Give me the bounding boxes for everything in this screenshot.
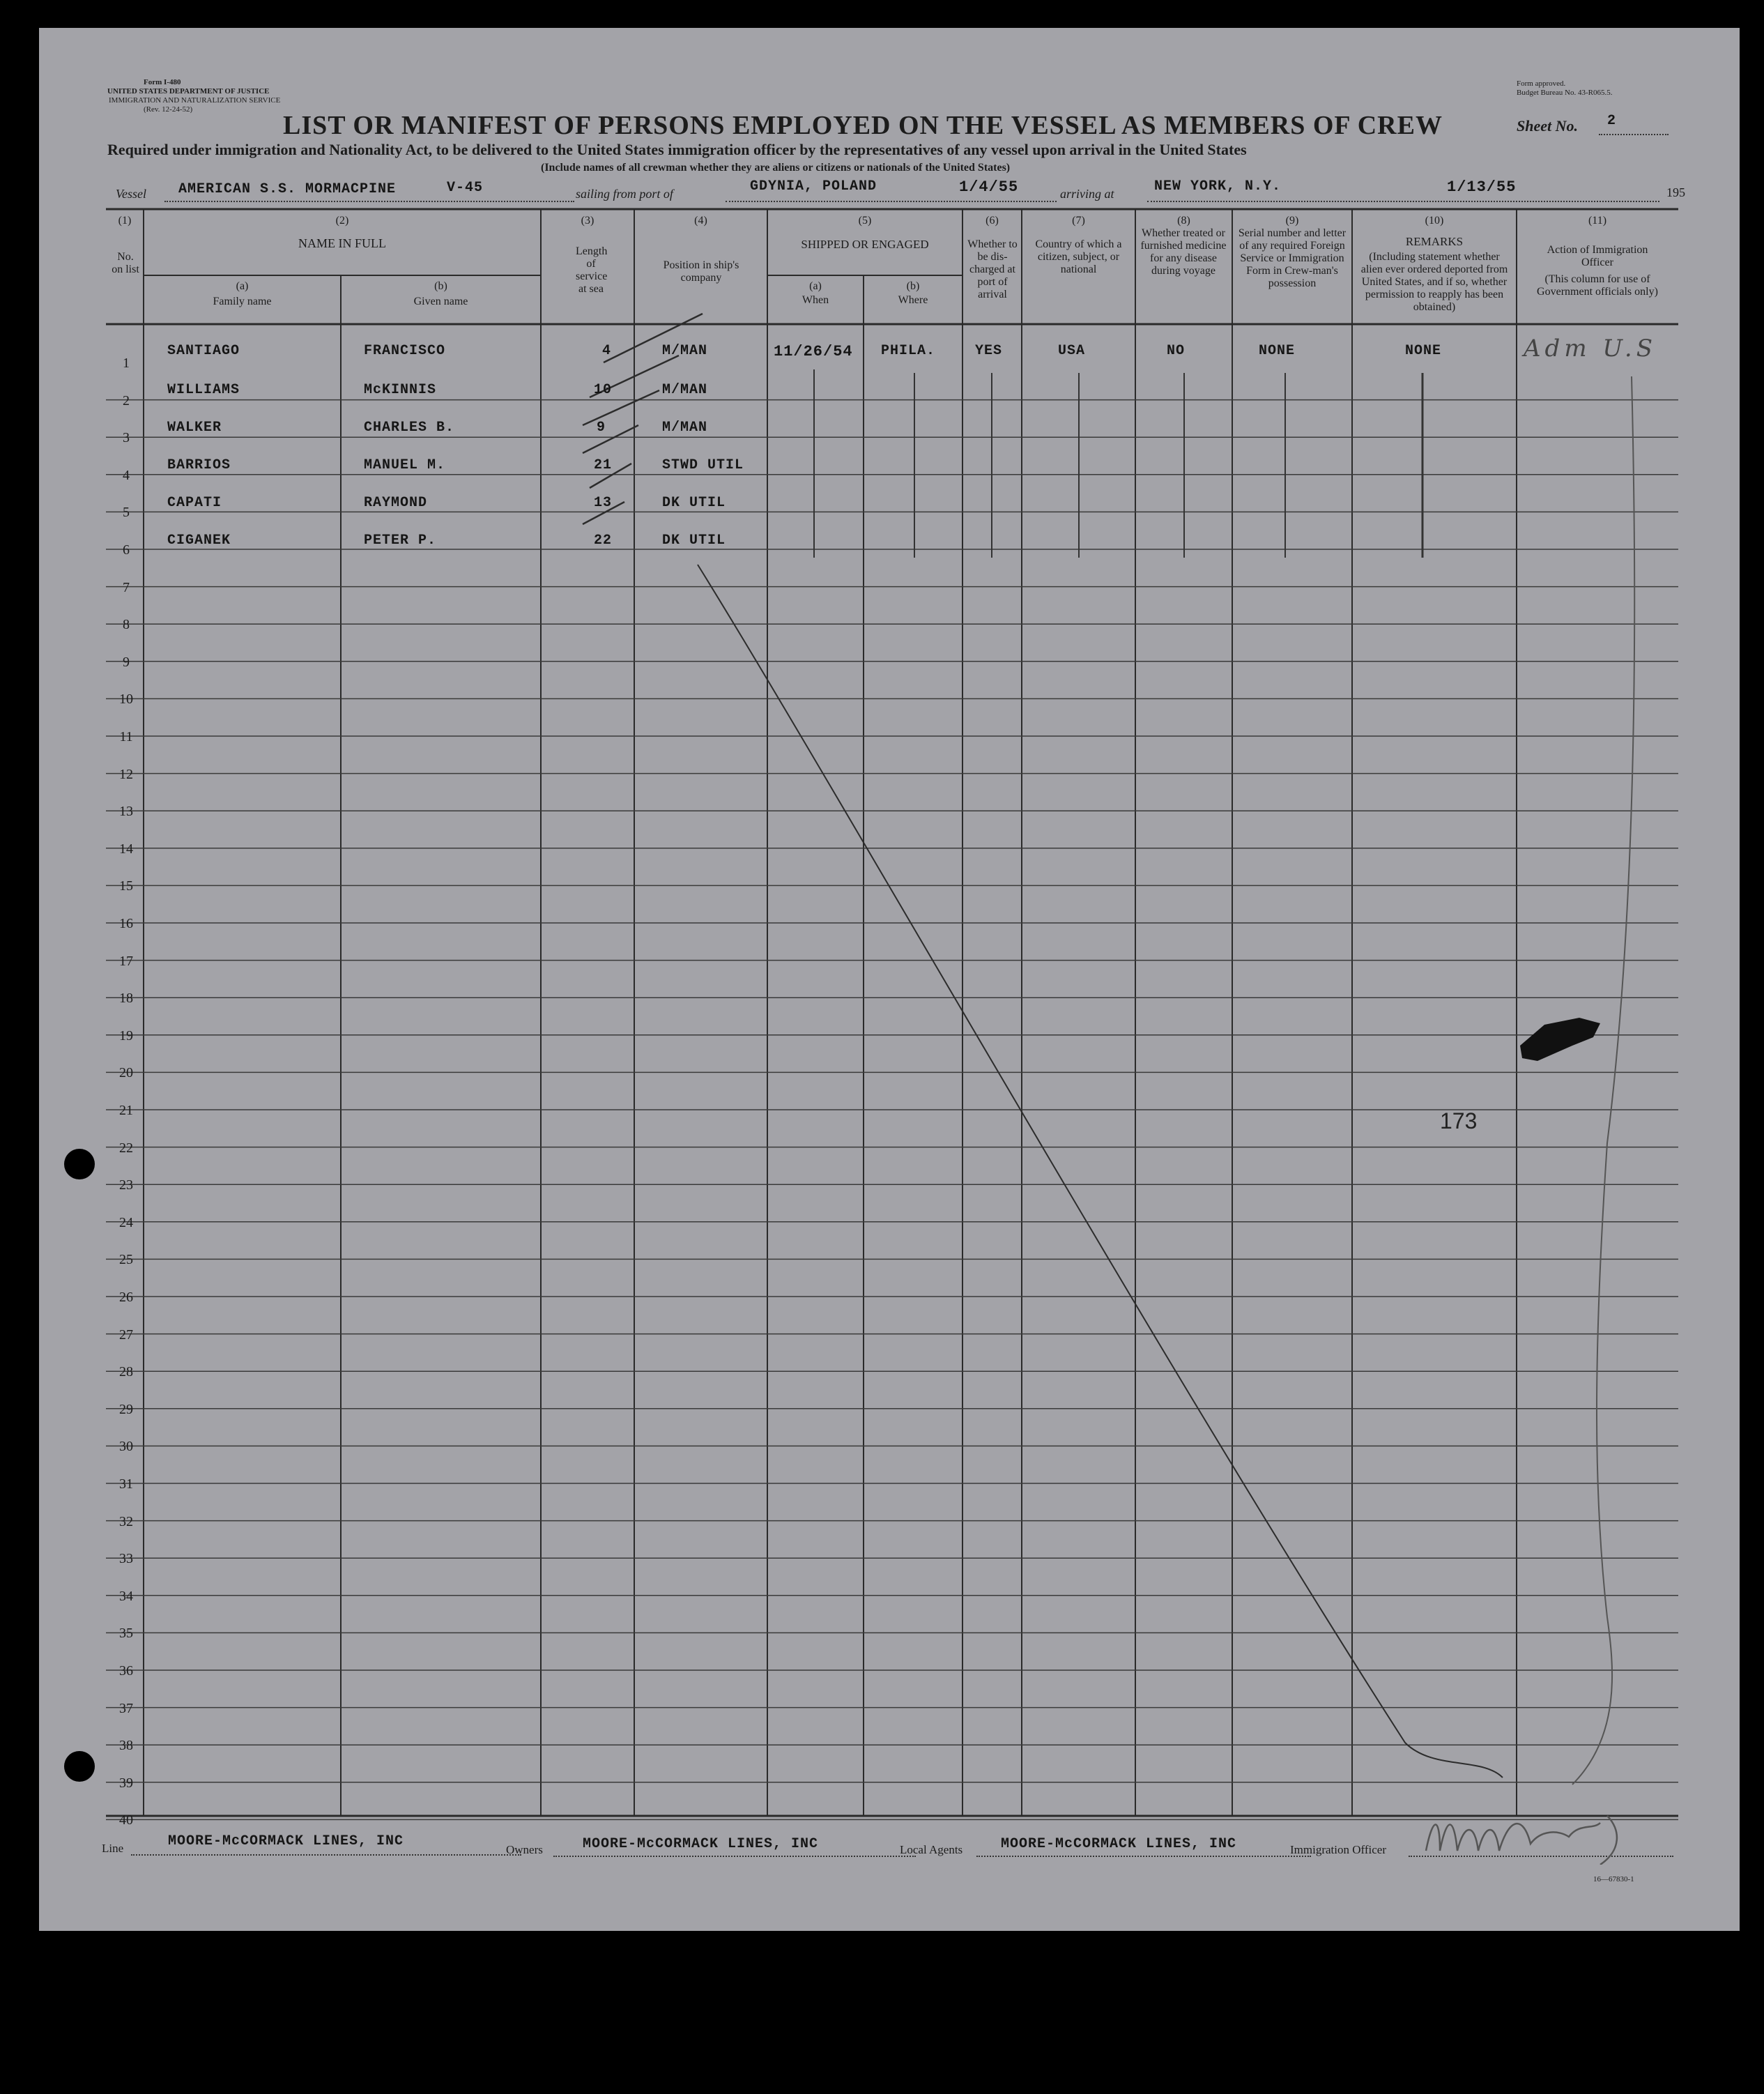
row-number: 22 xyxy=(119,1140,133,1156)
row-number: 28 xyxy=(119,1364,133,1380)
document-title: LIST OR MANIFEST OF PERSONS EMPLOYED ON THE VESSEL AS MEMBERS OF CREW xyxy=(283,111,1443,140)
row1-discharge: YES xyxy=(975,343,1003,359)
row-number: 10 xyxy=(119,691,133,708)
col6-label: Whether to be dis-charged at port of arrival xyxy=(967,238,1018,300)
col7-label: Country of which a citizen, subject, or national xyxy=(1035,238,1122,275)
col2a-label: Family name xyxy=(213,296,272,307)
row5-service: 13 xyxy=(594,495,613,511)
row-number: 15 xyxy=(119,878,133,894)
service-name: IMMIGRATION AND NATURALIZATION SERVICE xyxy=(109,96,281,105)
row5-family: CAPATI xyxy=(167,495,222,511)
row5-given: RAYMOND xyxy=(364,495,428,511)
row2-service: 10 xyxy=(594,382,613,398)
row-number: 37 xyxy=(119,1700,133,1716)
row2-family: WILLIAMS xyxy=(167,382,240,398)
document-subtitle: Required under immigration and Nationality Act, to be delivered to the United States immigration officer by the representatives of any vessel upon arrival in the United States xyxy=(107,141,1247,158)
col7-number: (7) xyxy=(1072,215,1085,227)
col4-label: Position in ship's company xyxy=(663,259,739,284)
row-number: 39 xyxy=(119,1775,133,1791)
owners-fill-line xyxy=(553,1856,916,1857)
budget-bureau: Budget Bureau No. 43-R065.5. xyxy=(1517,89,1613,97)
row1-given: FRANCISCO xyxy=(364,343,446,359)
row1-where: PHILA. xyxy=(881,343,936,359)
line-label: Line xyxy=(102,1842,124,1855)
col11-note: (This column for use of Government officials only) xyxy=(1537,273,1658,298)
vessel-label: Vessel xyxy=(116,187,146,201)
col10-number: (10) xyxy=(1425,215,1444,227)
row-number: 4 xyxy=(123,467,130,483)
row-number: 36 xyxy=(119,1663,133,1679)
row-number: 2 xyxy=(123,392,130,408)
arriving-label: arriving at xyxy=(1060,187,1114,201)
row4-given: MANUEL M. xyxy=(364,457,446,473)
row1-position: M/MAN xyxy=(662,343,708,359)
row3-position: M/MAN xyxy=(662,420,708,436)
col4-number: (4) xyxy=(694,215,707,227)
form-approved: Form approved. xyxy=(1517,79,1566,88)
line-fill-line xyxy=(131,1854,521,1856)
row-number: 34 xyxy=(119,1588,133,1604)
owners-value: MOORE-McCORMACK LINES, INC xyxy=(583,1836,819,1852)
row-number: 33 xyxy=(119,1551,133,1567)
row1-country: USA xyxy=(1058,343,1086,359)
row5-position: DK UTIL xyxy=(662,495,726,511)
col5a-label: When xyxy=(802,294,829,306)
punch-hole-upper xyxy=(64,1149,95,1179)
row1-family: SANTIAGO xyxy=(167,343,240,359)
row-number: 29 xyxy=(119,1401,133,1417)
col8-number: (8) xyxy=(1177,215,1190,227)
row-number: 6 xyxy=(123,542,130,558)
row-number: 9 xyxy=(123,654,130,670)
row-number: 11 xyxy=(119,729,133,744)
print-code: 16—67830-1 xyxy=(1593,1875,1634,1883)
col11-number: (11) xyxy=(1588,215,1607,227)
row4-position: STWD UTIL xyxy=(662,457,744,473)
agents-fill-line xyxy=(976,1856,1311,1857)
col5-number: (5) xyxy=(858,215,872,227)
row6-service: 22 xyxy=(594,533,613,549)
row6-family: CIGANEK xyxy=(167,533,231,549)
col1-number: (1) xyxy=(118,215,132,227)
officer-label: Immigration Officer xyxy=(1290,1843,1387,1856)
row-number: 26 xyxy=(119,1290,133,1305)
row2-given: McKINNIS xyxy=(364,382,437,398)
row-number: 8 xyxy=(123,617,130,633)
row-number: 38 xyxy=(119,1738,133,1754)
col2-label: NAME IN FULL xyxy=(298,236,386,250)
row1-service: 4 xyxy=(602,343,612,359)
row1-when: 11/26/54 xyxy=(774,343,853,360)
col3-number: (3) xyxy=(581,215,595,227)
col9-label: Serial number and letter of any required Foreign Service or Immigration Form in Crew-man's possession xyxy=(1238,227,1347,289)
sailing-label: sailing from port of xyxy=(576,187,673,201)
arrival-port: NEW YORK, N.Y. xyxy=(1154,178,1282,194)
row4-family: BARRIOS xyxy=(167,457,231,473)
departure-port: GDYNIA, POLAND xyxy=(750,178,877,194)
row-number: 32 xyxy=(119,1513,133,1529)
row-number: 13 xyxy=(119,804,133,820)
col2-number: (2) xyxy=(335,215,349,227)
col1-label: No. on list xyxy=(112,251,139,275)
row-number: 3 xyxy=(123,430,130,446)
row-number: 18 xyxy=(119,991,133,1007)
ink-blot xyxy=(1520,1018,1600,1061)
col5-label: SHIPPED OR ENGAGED xyxy=(801,238,929,251)
row3-service: 9 xyxy=(597,420,606,436)
col2b-number: (b) xyxy=(434,280,447,292)
row-number: 16 xyxy=(119,916,133,931)
row6-given: PETER P. xyxy=(364,533,437,549)
row1-serial: NONE xyxy=(1259,343,1296,359)
row-number: 7 xyxy=(123,579,130,595)
voyage-number: V-45 xyxy=(447,180,484,196)
agents-value: MOORE-McCORMACK LINES, INC xyxy=(1001,1836,1237,1852)
agents-label: Local Agents xyxy=(900,1843,963,1856)
form-number: Form I-480 xyxy=(144,78,181,86)
include-note: (Include names of all crewman whether they are aliens or citizens or nationals of the United States) xyxy=(541,162,1011,174)
row-number: 20 xyxy=(119,1065,133,1081)
sheet-number-label: Sheet No. xyxy=(1517,117,1578,135)
col2b-label: Given name xyxy=(413,296,468,307)
row2-position: M/MAN xyxy=(662,382,708,398)
col8-label: Whether treated or furnished medicine for any disease during voyage xyxy=(1140,227,1227,277)
departure-date: 1/4/55 xyxy=(959,178,1019,196)
col10-note: (Including statement whether alien ever ordered deported from United States, and if so, whether permission to reapply has been obtained) xyxy=(1360,251,1508,313)
col2a-number: (a) xyxy=(236,280,249,292)
row-number: 5 xyxy=(123,505,130,521)
col6-number: (6) xyxy=(985,215,999,227)
row-number: 1 xyxy=(123,356,130,371)
col5b-label: Where xyxy=(898,294,928,306)
officer-signature xyxy=(1419,1802,1670,1865)
row-number: 40 xyxy=(119,1812,133,1828)
sheet-number: 2 xyxy=(1607,113,1617,129)
row-number: 30 xyxy=(119,1439,133,1455)
col9-number: (9) xyxy=(1285,215,1299,227)
line-value: MOORE-McCORMACK LINES, INC xyxy=(168,1833,404,1849)
col11-label: Action of Immigration Officer xyxy=(1547,244,1648,268)
row-number: 24 xyxy=(119,1214,133,1230)
arrival-date: 1/13/55 xyxy=(1447,178,1517,196)
col3-label: Length of service at sea xyxy=(576,245,608,295)
row3-given: CHARLES B. xyxy=(364,420,455,436)
owners-label: Owners xyxy=(506,1843,543,1856)
row-number: 31 xyxy=(119,1476,133,1492)
row-number: 12 xyxy=(119,766,133,782)
row-number: 27 xyxy=(119,1327,133,1343)
col5b-number: (b) xyxy=(906,280,920,292)
row1-remarks: NONE xyxy=(1405,343,1442,359)
row-number: 23 xyxy=(119,1177,133,1193)
row-number: 21 xyxy=(119,1103,133,1118)
row3-family: WALKER xyxy=(167,420,222,436)
row-number: 14 xyxy=(119,841,133,857)
stamp-number: 173 xyxy=(1440,1108,1478,1133)
row1-action: Adm U.S xyxy=(1524,335,1657,362)
form-revision: (Rev. 12-24-52) xyxy=(144,105,193,114)
col5a-number: (a) xyxy=(809,280,822,292)
row-number: 25 xyxy=(119,1252,133,1268)
row-number: 35 xyxy=(119,1626,133,1642)
row1-medicine: NO xyxy=(1167,343,1186,359)
vessel-name: AMERICAN S.S. MORMACPINE xyxy=(178,181,397,197)
col10-label: REMARKS xyxy=(1405,235,1464,248)
department-name: UNITED STATES DEPARTMENT OF JUSTICE xyxy=(107,87,270,95)
row-number: 19 xyxy=(119,1027,133,1044)
manifest-sheet xyxy=(39,28,1740,1931)
year-suffix: 195 xyxy=(1666,185,1685,199)
punch-hole-lower xyxy=(64,1751,95,1782)
row-number: 17 xyxy=(119,953,133,969)
row4-service: 21 xyxy=(594,457,613,473)
row6-position: DK UTIL xyxy=(662,533,726,549)
